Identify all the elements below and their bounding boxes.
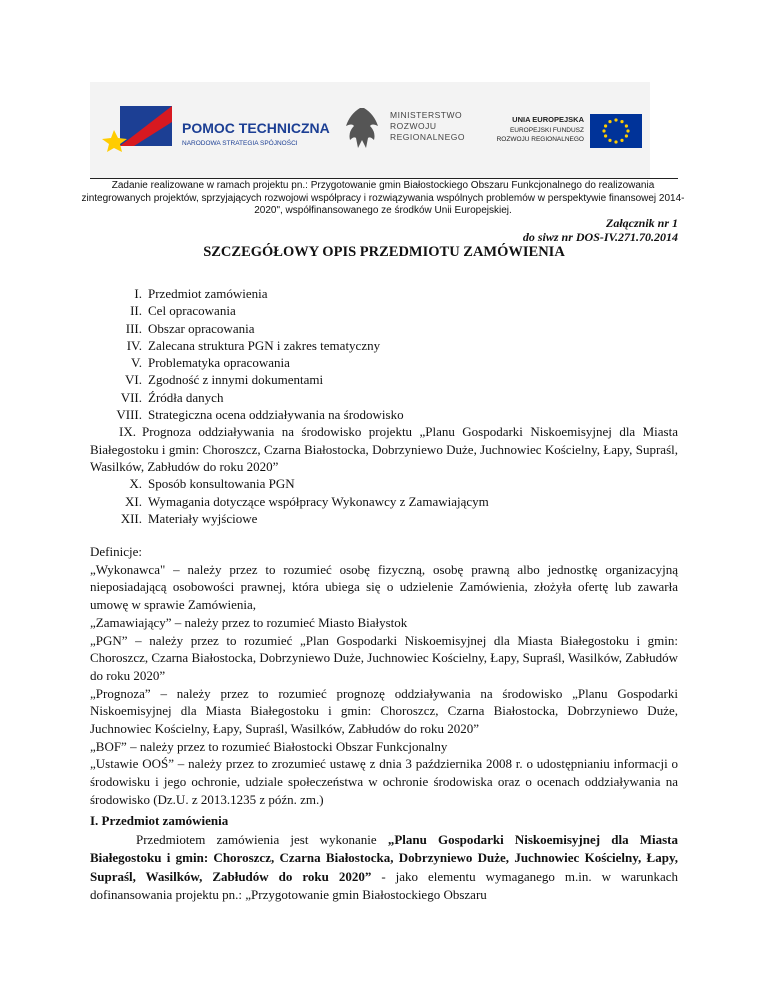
eu-line3: ROZWOJU REGIONALNEGO — [496, 136, 584, 143]
eu-logo — [497, 114, 642, 148]
toc-text: Materiały wyjściowe — [148, 510, 258, 526]
toc-text: Źródła danych — [148, 389, 224, 405]
toc-text: Problematyka opracowania — [148, 355, 290, 371]
toc-item — [90, 389, 678, 406]
toc-text: Prognoza oddziaływania na środowisko projektu „Planu Gospodarki Niskoemisyjnej dla Miasta Białegostoku i gmin: Choroszcz, Czarna Białostocka, Dobrzyniewo Duże, Juchnowiec Kościelny, Łapy, Supraśl, Wasilków, Zabłudów do roku 2020” — [90, 424, 678, 474]
toc-item — [90, 337, 678, 354]
toc-text: Zgodność z innymi dokumentami — [148, 372, 324, 388]
definition-item: „Zamawiający” – należy przez to rozumieć Miasto Białystok — [90, 614, 408, 630]
toc-item — [90, 510, 678, 527]
section-bold-title: „Planu Gospodarki Niskoemisyjnej dla Miasta Białegostoku i gmin: Choroszcz, Czarna Białostocka, Dobrzyniewo Duże, Juchnowiec Kościelny, Łapy, Supraśl, Wasilków, Zabłudów do roku 2020” — [90, 831, 678, 884]
definition-item: „BOF” – należy przez to rozumieć Białostocki Obszar Funkcjonalny — [90, 738, 448, 754]
toc-item — [90, 371, 678, 388]
section-paragraph — [90, 831, 678, 905]
toc-text: Obszar opracowania — [148, 320, 255, 336]
definition-item: „Prognoza” – należy przez to rozumieć prognozę oddziaływania na środowisko „Planu Gospodarki Niskoemisyjnej dla Miasta Białegostoku i gmin: Choroszcz, Czarna Białostocka, Dobrzyniewo Duże, Juchnowiec Kościelny, Łapy, Supraśl, Wasilków, Zabłudów do roku 2020” — [90, 685, 678, 737]
toc-number: IV. — [126, 337, 142, 353]
page-title: SZCZEGÓŁOWY OPIS PRZEDMIOTU ZAMÓWIENIA — [203, 244, 565, 260]
toc-item — [90, 475, 678, 492]
toc-number: IX. — [119, 424, 136, 440]
section-rest: - jako elementu wymaganego m.in. w warunkach dofinansowania projektu pn.: „Przygotowanie gmin Białostockiego Obszaru — [90, 868, 678, 902]
toc-text: Wymagania dotyczące współpracy Wykonawcy z Zamawiającym — [148, 493, 489, 509]
project-note: Zadanie realizowane w ramach projektu pn.: Przygotowanie gmin Białostockiego Obszaru Funkcjonalnego do realizowania zintegrowanych projektów, sprzyjających rozwojowi współpracy i rozwiązywania wspólnych problemów w perspektywie finansowej 2014-2020", współfinansowanego ze środków Unii Europejskiej. — [81, 180, 685, 216]
section-lead: Przedmiotem zamówienia jest wykonanie — [136, 831, 388, 847]
eu-line2: EUROPEJSKI FUNDUSZ — [509, 127, 584, 134]
eu-line1: UNIA EUROPEJSKA — [512, 115, 584, 124]
toc-text: Cel opracowania — [148, 303, 236, 319]
ministerstwo-logo — [346, 108, 465, 148]
attachment-siwz: do siwz nr DOS-IV.271.70.2014 — [522, 230, 678, 244]
toc-number: III. — [125, 320, 142, 336]
toc-text: Sposób konsultowania PGN — [148, 476, 295, 492]
toc-item — [90, 354, 678, 371]
toc-item — [90, 493, 678, 510]
pomoc-techniczna-subtitle: NARODOWA STRATEGIA SPÓJNOŚCI — [182, 140, 298, 147]
section-przedmiot — [90, 812, 678, 905]
eagle-icon — [346, 108, 378, 148]
toc-text: Przedmiot zamówienia — [148, 286, 268, 301]
toc-item — [90, 423, 678, 475]
pomoc-techniczna-title: POMOC TECHNICZNA — [182, 120, 330, 136]
ministerstwo-line2: ROZWOJU — [390, 121, 437, 131]
toc-number: X. — [129, 476, 142, 492]
toc-item — [90, 285, 678, 302]
ministerstwo-line1: MINISTERSTWO — [390, 110, 463, 120]
pomoc-techniczna-logo — [102, 106, 330, 152]
definition-item: „Ustawie OOŚ” – należy przez to zrozumieć ustawę z dnia 3 października 2008 r. o udostępnianiu informacji o środowisku i jego ochronie, udziale społeczeństwa w ochronie środowiska oraz o ocenach oddziaływania na środowisko (Dz.U. z 2013.1235 z późn. zm.) — [90, 756, 678, 807]
toc-number: VI. — [125, 372, 142, 388]
toc-item — [90, 302, 678, 319]
toc-number: V. — [131, 355, 142, 371]
toc-number: VII. — [120, 389, 142, 405]
toc-text: Zalecana struktura PGN i zakres tematyczny — [148, 337, 381, 353]
toc-text: Strategiczna ocena oddziaływania na środowisko — [148, 407, 404, 423]
logo-banner-graphic — [90, 82, 650, 178]
toc-number: VIII. — [116, 407, 142, 423]
toc-number: XII. — [120, 510, 142, 526]
attachment-label — [523, 216, 678, 244]
ministerstwo-line3: REGIONALNEGO — [390, 132, 465, 142]
attachment-number: Załącznik nr 1 — [605, 216, 678, 230]
toc-number: II. — [130, 303, 142, 319]
definition-item: „Wykonawca" – należy przez to rozumieć osobę fizyczną, osobę prawną albo jednostkę organizacyjną nieposiadającą osobowości prawnej, która ubiega się o udzielenie Zamówienia, złożyła ofertę lub zawarła umowę w sprawie Zamówienia, — [90, 561, 678, 613]
toc-number: I. — [134, 286, 142, 301]
toc-item — [90, 320, 678, 337]
definitions — [90, 543, 678, 809]
toc-item — [90, 406, 678, 423]
toc-number: XI. — [125, 493, 142, 509]
section-heading: I. Przedmiot zamówienia — [90, 813, 229, 828]
definition-item: „PGN” – należy przez to rozumieć „Plan Gospodarki Niskoemisyjnej dla Miasta Białegostoku i gmin: Choroszcz, Czarna Białostocka, Dobrzyniewo Duże, Juchnowiec Kościelny, Łapy, Supraśl, Wasilków, Zabłudów do roku 2020” — [90, 632, 678, 683]
definitions-heading: Definicje: — [90, 544, 142, 559]
logo-banner — [90, 82, 650, 178]
header-separator — [90, 178, 678, 179]
table-of-contents — [90, 285, 678, 527]
